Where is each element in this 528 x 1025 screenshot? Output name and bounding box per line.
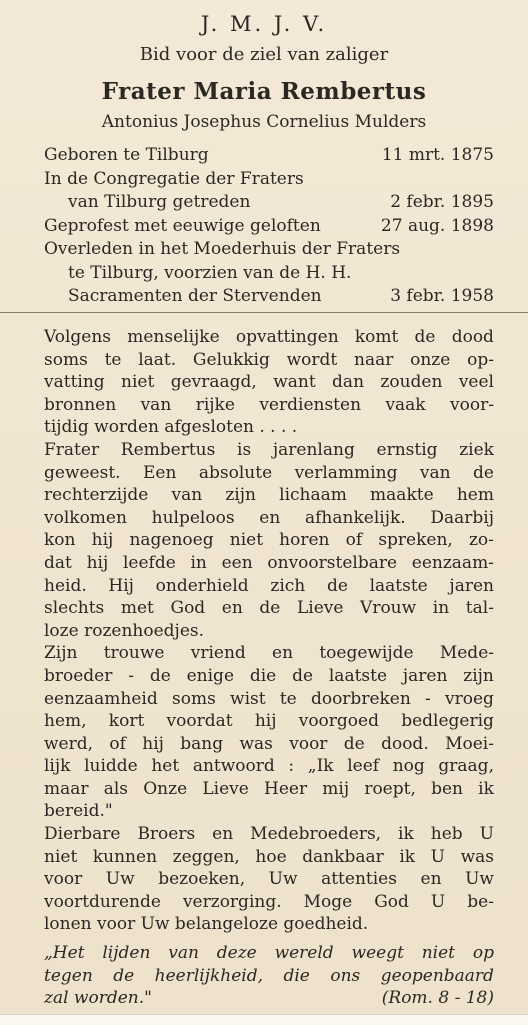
word: geweest. — [44, 462, 121, 483]
word: attenties — [321, 869, 397, 890]
word: maakte — [370, 485, 434, 506]
word: bezoeken, — [158, 869, 246, 890]
word: bronnen — [44, 394, 117, 415]
word: hij — [142, 733, 164, 754]
word: Medebroeders, — [250, 824, 382, 845]
quote-final-line — [44, 987, 494, 1010]
fact-row — [44, 285, 494, 309]
word: in — [432, 598, 450, 619]
prayer-line: Bid voor de ziel van zaliger — [139, 44, 389, 65]
word: en — [212, 824, 234, 845]
word: graag, — [438, 756, 494, 777]
word: gevraagd, — [170, 372, 257, 393]
word: laat. — [138, 349, 177, 370]
fact-text: van Tilburg getreden — [68, 192, 251, 212]
word: dood. — [381, 733, 429, 754]
fact-row — [44, 215, 494, 239]
word: rechterzijde — [44, 485, 149, 506]
word: ik — [478, 778, 494, 799]
word: de — [113, 965, 135, 986]
word: absolute — [198, 462, 273, 483]
word: „Het — [44, 943, 85, 963]
word: weegt — [351, 943, 404, 963]
word: voorgoed — [298, 711, 379, 732]
word: onvoorstelbare — [267, 552, 398, 573]
word: in — [190, 552, 207, 573]
word: heerlijkheid, — [154, 965, 264, 986]
text-line — [44, 349, 494, 372]
word: bedlegerig — [401, 711, 494, 732]
word: of — [345, 530, 363, 551]
quote-final-text: zal worden." — [44, 988, 152, 1009]
word: zo- — [468, 530, 494, 551]
text-line — [44, 846, 494, 869]
word: niet — [229, 530, 264, 551]
text-line — [44, 868, 494, 891]
fact-date: 2 febr. 1895 — [390, 192, 494, 212]
word: voordat — [166, 711, 233, 732]
word: zijn — [225, 485, 256, 506]
word: Rembertus — [120, 439, 216, 460]
word: is — [237, 439, 252, 460]
word: enige — [186, 665, 234, 686]
word: onze — [410, 349, 451, 370]
word: was — [239, 733, 273, 754]
word: was — [460, 846, 494, 867]
word: ik — [399, 846, 416, 867]
text-line — [44, 823, 494, 846]
word: tal- — [465, 598, 494, 619]
fact-row — [44, 144, 494, 168]
word: de — [343, 733, 365, 754]
fact-text: Geprofest met eeuwige geloften — [44, 215, 321, 236]
text-line — [44, 778, 494, 801]
word: vriend — [190, 643, 246, 664]
word: slechts — [44, 598, 105, 619]
word: hem — [456, 485, 494, 506]
text-line: tijdig worden afgesloten . . . . — [44, 417, 298, 438]
monogram: J. M. J. V. — [200, 12, 328, 36]
word: rijke — [195, 394, 235, 415]
text-line — [44, 891, 494, 914]
word: jaren — [402, 665, 448, 686]
word: de — [473, 462, 494, 483]
word: laatste — [369, 575, 428, 596]
fact-text: In de Congregatie der Fraters — [44, 168, 304, 189]
fact-date: 11 mrt. 1875 — [381, 145, 494, 165]
text-line: lonen voor Uw belangeloze goedheid. — [44, 914, 369, 935]
word: jarenlang — [272, 439, 355, 460]
word: zich — [270, 575, 306, 596]
word: voortdurende — [44, 891, 161, 912]
word: als — [103, 778, 129, 799]
word: naar — [354, 349, 394, 370]
word: hij — [86, 552, 109, 573]
scan-edge — [0, 1014, 528, 1025]
word: deze — [216, 943, 257, 963]
word: Uw — [105, 869, 135, 890]
birth-name: Antonius Josephus Cornelius Mulders — [101, 112, 427, 132]
word: onderhield — [155, 575, 249, 596]
word: niet — [44, 846, 78, 867]
word: of — [109, 733, 126, 754]
word: verdiensten — [259, 394, 362, 415]
fact-row — [44, 262, 494, 286]
word: dood — [451, 327, 494, 347]
word: antwoord — [192, 756, 275, 777]
word: eenzaamheid — [44, 688, 158, 709]
word: geopenbaard — [380, 965, 494, 986]
word: vaak — [385, 394, 426, 415]
life-facts — [44, 144, 494, 309]
word: Zijn — [44, 643, 78, 664]
word: Broers — [137, 824, 196, 845]
word: verlamming — [294, 462, 398, 483]
word: zouden — [380, 372, 443, 393]
word: lichaam — [279, 485, 347, 506]
text-line — [44, 733, 494, 756]
quote-reference: (Rom. 8 - 18) — [381, 988, 494, 1009]
word: en — [221, 598, 243, 619]
text-line — [44, 965, 494, 988]
word: doorbreken — [310, 688, 411, 709]
word: vroeg — [445, 688, 494, 709]
word: werd, — [44, 733, 94, 754]
word: een — [221, 552, 253, 573]
word: Moge — [303, 891, 353, 912]
word: de — [149, 665, 171, 686]
deceased-name: Frater Maria Rembertus — [101, 78, 427, 105]
word: Moei- — [445, 733, 494, 754]
word: Volgens — [44, 327, 112, 347]
word: broeder — [44, 665, 113, 686]
word: dat — [44, 552, 72, 573]
word: niet — [421, 943, 456, 963]
word: afhankelijk. — [305, 507, 406, 528]
word: ernstig — [376, 439, 438, 460]
text-line — [44, 710, 494, 733]
word: leefde — [122, 552, 176, 573]
text-line — [44, 552, 494, 575]
word: veel — [458, 372, 494, 393]
word: Vrouw — [360, 598, 417, 619]
word: Mede- — [439, 643, 494, 664]
text-line — [44, 462, 494, 485]
fact-row — [44, 168, 494, 192]
text-line — [44, 755, 494, 778]
text-line — [44, 597, 494, 620]
memorial-text — [44, 326, 494, 936]
word: ben — [431, 778, 463, 799]
word: lijden — [102, 943, 151, 963]
word: voor- — [450, 394, 494, 415]
word: Heer — [264, 778, 308, 799]
word: luidde — [84, 756, 138, 777]
word: - — [425, 688, 431, 709]
fact-row — [44, 238, 494, 262]
text-line — [44, 575, 494, 598]
word: wordt — [286, 349, 338, 370]
text-line — [44, 529, 494, 552]
word: zeggen, — [172, 846, 240, 867]
word: zijn — [463, 665, 494, 686]
fact-text: Geboren te Tilburg — [44, 145, 209, 165]
word: soms — [44, 349, 88, 370]
word: be- — [467, 891, 494, 912]
text-line: loze rozenhoedjes. — [44, 620, 205, 641]
fact-text: Sacramenten der Stervenden — [68, 286, 322, 306]
word: : — [288, 756, 295, 777]
word: te — [104, 349, 122, 370]
word: spreken, — [378, 530, 453, 551]
word: die — [283, 965, 310, 986]
word: voor — [289, 733, 328, 754]
fact-text: te Tilburg, voorzien van de H. H. — [68, 262, 352, 283]
word: hulpeloos — [151, 507, 235, 528]
word: want — [273, 372, 316, 393]
word: van — [168, 943, 199, 963]
word: kon — [44, 530, 76, 551]
word: op- — [467, 349, 494, 370]
word: hem, — [44, 711, 87, 732]
word: Hij — [108, 575, 134, 596]
word: die — [249, 665, 277, 686]
word: te — [279, 688, 297, 709]
word: het — [151, 756, 180, 777]
text-line — [44, 371, 494, 394]
word: van — [140, 394, 172, 415]
word: U — [479, 824, 494, 845]
word: Uw — [268, 869, 298, 890]
word: eenzaam- — [411, 552, 494, 573]
word: hij — [91, 530, 114, 551]
scripture-quote — [44, 942, 494, 1010]
word: dan — [332, 372, 365, 393]
text-line — [44, 507, 494, 530]
word: wereld — [274, 943, 334, 963]
word: jaren — [449, 575, 494, 596]
text-line: bereid." — [44, 801, 113, 822]
word: hij — [254, 711, 277, 732]
word: en — [259, 507, 281, 528]
word: „Ik — [307, 756, 334, 777]
word: trouwe — [103, 643, 165, 664]
word: ons — [330, 965, 361, 986]
word: Uw — [465, 869, 494, 890]
fact-date: 27 aug. 1898 — [380, 215, 494, 236]
word: komt — [354, 327, 399, 347]
word: de — [326, 575, 348, 596]
word: de — [414, 327, 436, 347]
word: menselijke — [127, 327, 220, 347]
word: God — [374, 891, 409, 912]
word: U — [430, 846, 445, 867]
word: verzorging. — [182, 891, 282, 912]
word: soms — [171, 688, 216, 709]
word: ik — [398, 824, 414, 845]
word: heb — [430, 824, 463, 845]
fact-row — [44, 191, 494, 215]
word: de — [259, 598, 281, 619]
word: en — [420, 869, 442, 890]
word: hoe — [255, 846, 287, 867]
word: mij — [322, 778, 350, 799]
word: Een — [143, 462, 177, 483]
word: wist — [230, 688, 266, 709]
word: Lieve — [296, 598, 344, 619]
word: van — [419, 462, 451, 483]
word: van — [171, 485, 203, 506]
word: Daarbij — [430, 507, 494, 528]
text-line — [44, 394, 494, 417]
word: Lieve — [202, 778, 249, 799]
word: met — [120, 598, 154, 619]
word: kort — [108, 711, 145, 732]
word: nagenoeg — [129, 530, 214, 551]
fact-date: 3 febr. 1958 — [390, 286, 494, 306]
word: lijk — [44, 756, 71, 777]
word: de — [292, 665, 314, 686]
text-line — [44, 688, 494, 711]
word: volkomen — [44, 507, 127, 528]
word: toegewijde — [319, 643, 414, 664]
word: Onze — [143, 778, 188, 799]
divider — [0, 312, 528, 313]
text-line — [44, 942, 494, 965]
word: roept, — [364, 778, 416, 799]
word: leef — [347, 756, 380, 777]
word: vatting — [44, 372, 105, 393]
word: horen — [279, 530, 330, 551]
word: bang — [180, 733, 224, 754]
word: God — [170, 598, 206, 619]
word: dankbaar — [302, 846, 384, 867]
word: tegen — [44, 965, 93, 986]
word: U — [430, 891, 446, 912]
word: maar — [44, 778, 89, 799]
word: en — [272, 643, 294, 664]
fact-text: Overleden in het Moederhuis der Fraters — [44, 239, 401, 259]
text-line — [44, 665, 494, 688]
word: kunnen — [92, 846, 158, 867]
word: laatste — [328, 665, 388, 686]
word: opvattingen — [235, 327, 339, 347]
word: niet — [121, 372, 155, 393]
text-line — [44, 439, 494, 462]
word: nog — [392, 756, 425, 777]
text-line — [44, 642, 494, 665]
word: Dierbare — [44, 824, 121, 845]
text-line — [44, 484, 494, 507]
word: Frater — [44, 439, 100, 460]
word: ziek — [459, 439, 494, 460]
text-line — [44, 326, 494, 349]
word: op — [472, 943, 494, 963]
word: heid. — [44, 575, 87, 596]
word: Gelukkig — [192, 349, 270, 370]
word: voor — [44, 869, 83, 890]
word: - — [128, 665, 134, 686]
